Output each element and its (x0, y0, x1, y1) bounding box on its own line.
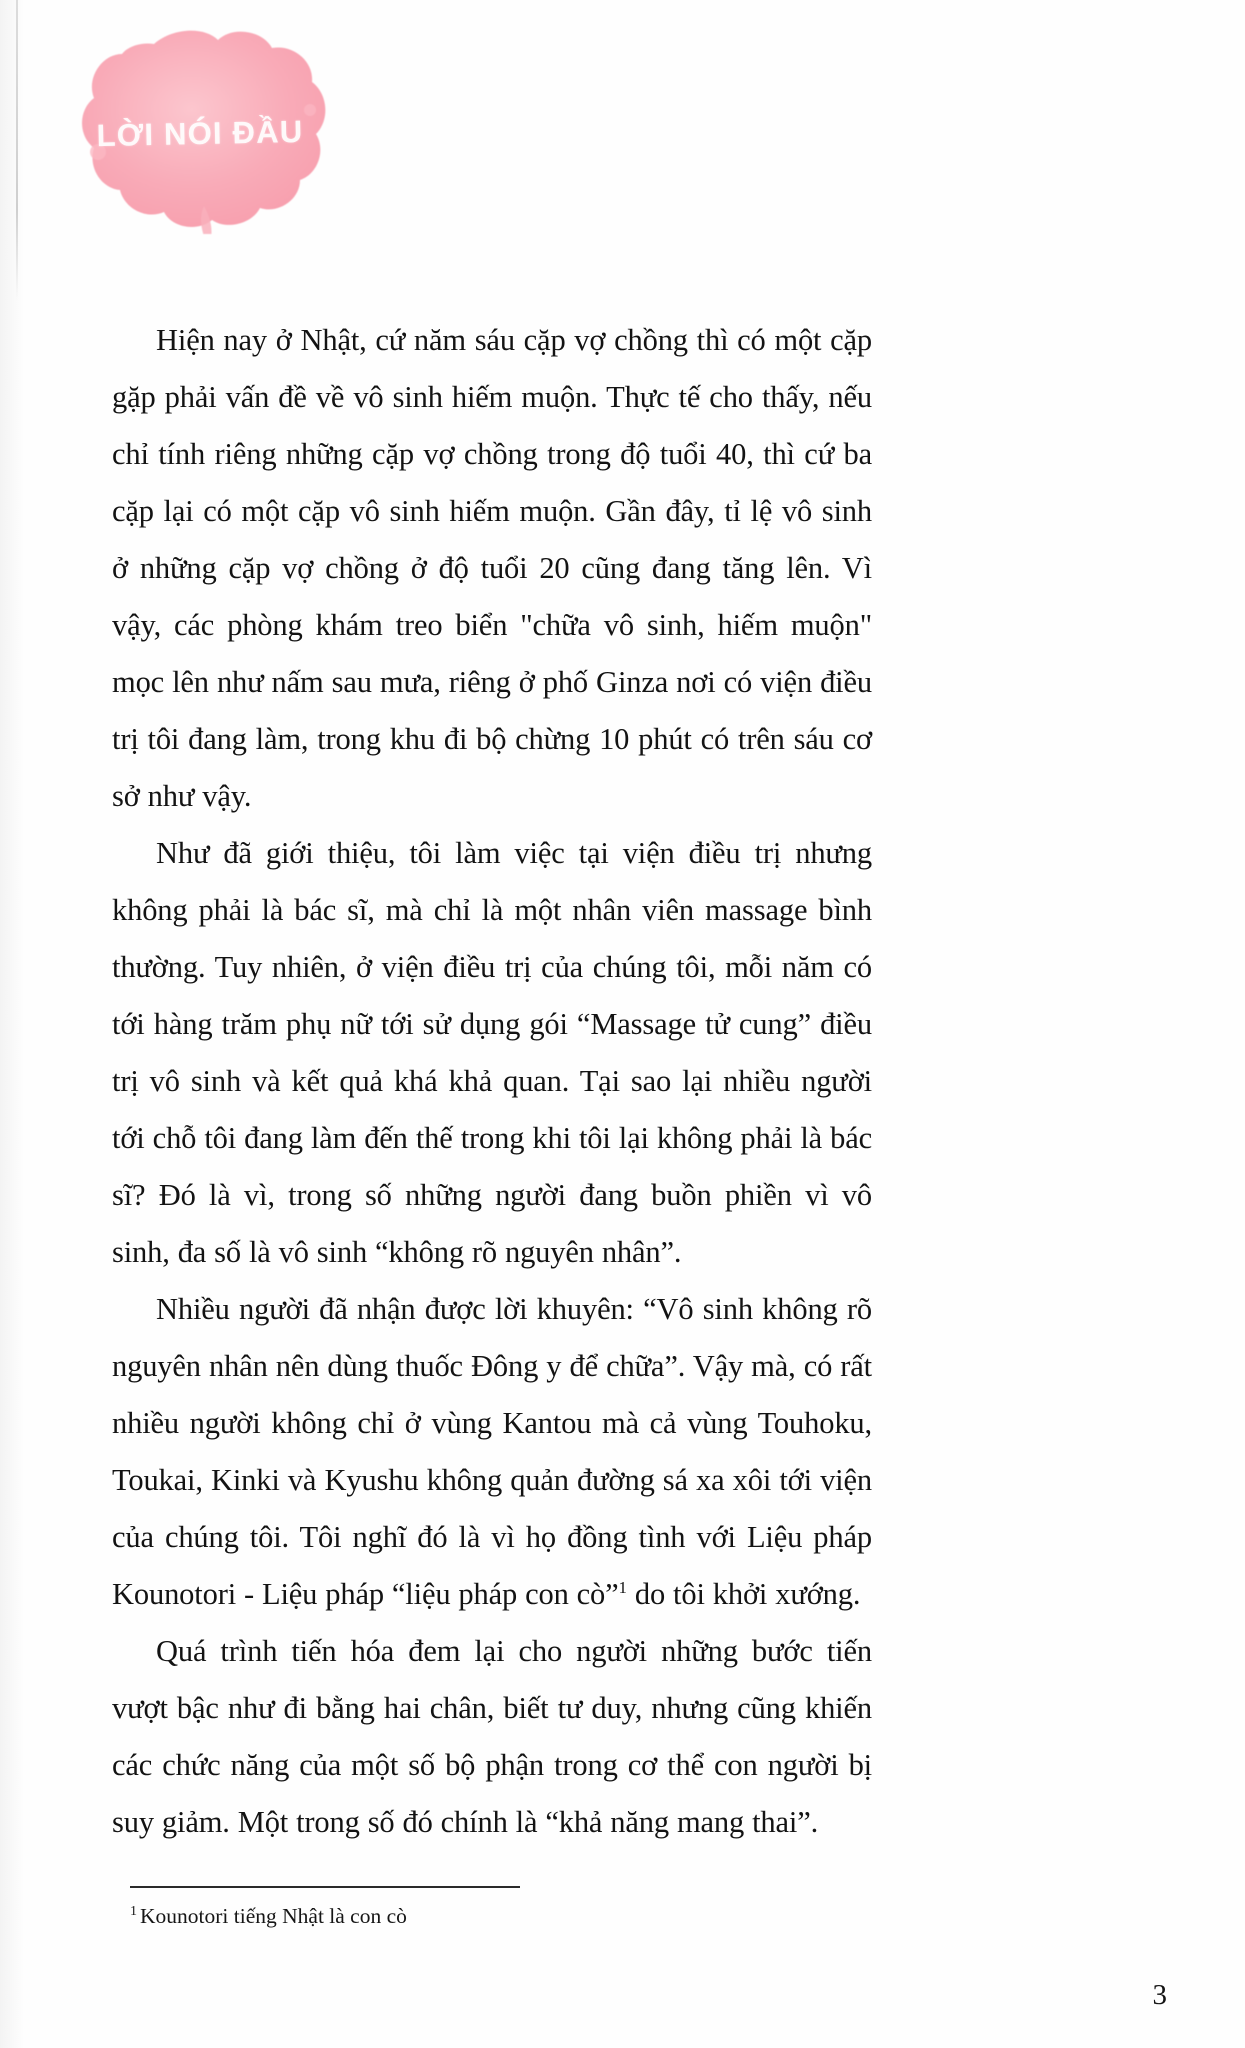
paragraph-1: Hiện nay ở Nhật, cứ năm sáu cặp vợ chồng thì có một cặp gặp phải vấn đề về vô sinh hiếm muộn. Thực tế cho thấy, nếu chỉ tính riêng những cặp vợ chồng trong độ tuổi 40, thì cứ ba cặp lại có một cặp vô sinh hiếm muộn. Gần đây, tỉ lệ vô sinh ở những cặp vợ chồng ở độ tuổi 20 cũng đang tăng lên. Vì vậy, các phòng khám treo biển "chữa vô sinh, hiếm muộn" mọc lên như nấm sau mưa, riêng ở phố Ginza nơi có viện điều trị tôi đang làm, trong khu đi bộ chừng 10 phút có trên sáu cơ sở như vậy. (112, 323, 872, 813)
paragraph-4: Quá trình tiến hóa đem lại cho người những bước tiến vượt bậc như đi bằng hai chân, biết tư duy, nhưng cũng khiến các chức năng của một số bộ phận trong cơ thể con người bị suy giảm. Một trong số đó chính là “khả năng mang thai”. (112, 1634, 872, 1839)
footnote-reference-marker[interactable]: 1 (618, 1577, 627, 1597)
scan-edge-line (16, 0, 18, 300)
paragraph-2: Như đã giới thiệu, tôi làm việc tại viện điều trị nhưng không phải là bác sĩ, mà chỉ là một nhân viên massage bình thường. Tuy nhiên, ở viện điều trị của chúng tôi, mỗi năm có tới hàng trăm phụ nữ tới sử dụng gói “Massage tử cung” điều trị vô sinh và kết quả khá khả quan. Tại sao lại nhiều người tới chỗ tôi đang làm đến thế trong khi tôi lại không phải là bác sĩ? Đó là vì, trong số những người đang buồn phiền vì vô sinh, đa số là vô sinh “không rõ nguyên nhân”. (112, 836, 872, 1269)
paragraph-3-text: Nhiều người đã nhận được lời khuyên: “Vô sinh không rõ nguyên nhân nên dùng thuốc Đông y để chữa”. Vậy mà, có rất nhiều người không chỉ ở vùng Kantou mà cả vùng Touhoku, Toukai, Kinki và Kyushu không quản đường sá xa xôi tới viện của chúng tôi. Tôi nghĩ đó là vì họ đồng tình với Liệu pháp Kounotori - Liệu pháp “liệu pháp con cò” (112, 1292, 872, 1611)
footnote-text (130, 1902, 830, 1930)
paragraph-3 (112, 1281, 872, 1623)
footnote-area (130, 1886, 830, 1930)
chapter-header-blob (62, 24, 338, 234)
footnote-marker: 1 (130, 1903, 137, 1919)
chapter-title: LỜI NÓI ĐẦU (96, 113, 304, 154)
scan-edge-shadow (0, 0, 24, 2048)
footnote-separator-rule (130, 1886, 520, 1888)
body-text-column (112, 312, 872, 1851)
page-number: 3 (1152, 1979, 1167, 2011)
paragraph-3-tail: do tôi khởi xướng. (626, 1577, 861, 1611)
footnote-body: Kounotori tiếng Nhật là con cò (140, 1904, 407, 1928)
